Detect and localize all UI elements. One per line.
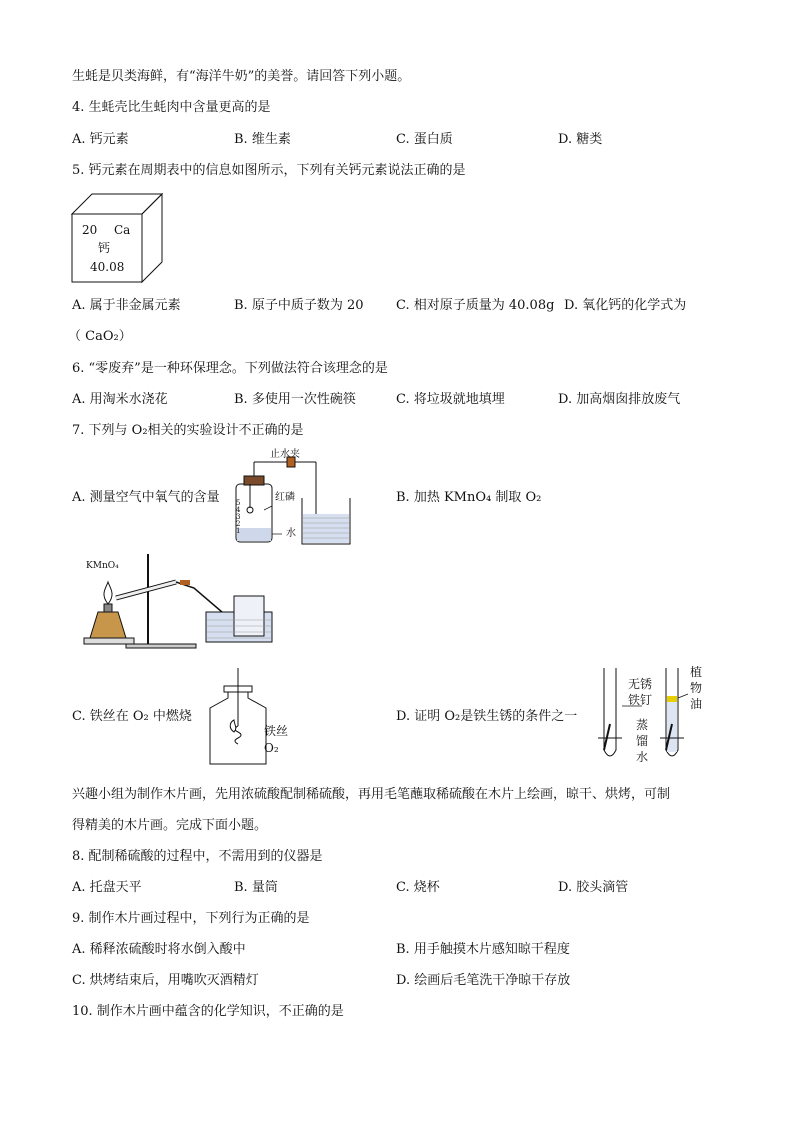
q4-option-b: B. 维生素 xyxy=(234,132,291,147)
element-atomic-number: 20 xyxy=(82,223,98,237)
question-10-stem: 10. 制作木片画中蕴含的化学知识，不正确的是 xyxy=(72,1004,344,1019)
q4-option-a: A. 钙元素 xyxy=(72,132,129,147)
q4-option-d: D. 糖类 xyxy=(558,132,603,147)
element-symbol: Ca xyxy=(114,223,131,237)
label-stop-clamp: 止水夹 xyxy=(270,449,300,460)
q8-option-b: B. 量筒 xyxy=(234,880,278,895)
q7-option-d: D. 证明 O₂是铁生锈的条件之一 xyxy=(396,709,578,724)
q7-option-c: C. 铁丝在 O₂ 中燃烧 xyxy=(72,709,192,724)
label-distilled-water: 蒸馏水 xyxy=(636,718,649,764)
question-9-stem: 9. 制作木片画过程中，下列行为正确的是 xyxy=(72,911,310,926)
question-6-stem: 6. “零废弃”是一种环保理念。下列做法符合该理念的是 xyxy=(72,361,388,376)
q8-option-a: A. 托盘天平 xyxy=(72,880,142,895)
passage-line-2: 得精美的木片画。完成下面小题。 xyxy=(72,818,268,833)
q6-option-b: B. 多使用一次性碗筷 xyxy=(234,392,356,407)
label-water-a: 水 xyxy=(286,528,296,539)
q9-option-b: B. 用手触摸木片感知晾干程度 xyxy=(396,942,570,957)
q6-option-d: D. 加高烟囱排放废气 xyxy=(558,392,681,407)
q9-option-c: C. 烘烤结束后，用嘴吹灭酒精灯 xyxy=(72,973,259,988)
q6-option-a: A. 用淘米水浇花 xyxy=(72,392,168,407)
q9-option-a: A. 稀释浓硫酸时将水倒入酸中 xyxy=(72,942,246,957)
q7-option-b: B. 加热 KMnO₄ 制取 O₂ xyxy=(396,490,542,505)
q8-option-c: C. 烧杯 xyxy=(396,880,440,895)
q5-option-d-continued: （ CaO₂） xyxy=(68,329,132,344)
question-5-stem: 5. 钙元素在周期表中的信息如图所示，下列有关钙元素说法正确的是 xyxy=(72,163,466,178)
q6-option-c: C. 将垃圾就地填埋 xyxy=(396,392,505,407)
q5-option-b: B. 原子中质子数为 20 xyxy=(234,298,364,313)
label-iron-wire: 铁丝 xyxy=(264,724,289,738)
q4-option-c: C. 蛋白质 xyxy=(396,132,453,147)
question-4-stem: 4. 生蚝壳比生蚝肉中含量更高的是 xyxy=(72,100,271,115)
oxygen-content-apparatus-figure xyxy=(232,448,382,548)
question-7-stem: 7. 下列与 O₂相关的实验设计不正确的是 xyxy=(72,423,304,438)
label-rust-free-nail: 无锈铁钉 xyxy=(628,677,653,707)
q8-option-d: D. 胶头滴管 xyxy=(558,880,629,895)
label-kmno4: KMnO₄ xyxy=(86,561,119,571)
flask-scale: 5 4 3 2 1 xyxy=(236,499,241,535)
element-mass: 40.08 xyxy=(90,260,125,274)
q9-option-d: D. 绘画后毛笔洗干净晾干存放 xyxy=(396,973,571,988)
label-oxygen: O₂ xyxy=(264,741,279,755)
label-vegetable-oil: 植物油 xyxy=(690,665,703,711)
q5-option-d: D. 氧化钙的化学式为 xyxy=(564,298,687,313)
q7-option-a: A. 测量空气中氧气的含量 xyxy=(72,490,220,505)
q5-option-a: A. 属于非金属元素 xyxy=(72,298,181,313)
passage-line-1: 兴趣小组为制作木片画，先用浓硫酸配制稀硫酸，再用毛笔蘸取稀硫酸在木片上绘画，晾干、烘烤，可制 xyxy=(72,787,671,802)
element-name: 钙 xyxy=(98,241,111,255)
intro-text: 生蚝是贝类海鲜，有“海洋牛奶”的美誉。请回答下列小题。 xyxy=(72,69,411,84)
question-8-stem: 8. 配制稀硫酸的过程中，不需用到的仪器是 xyxy=(72,849,323,864)
label-red-phosphorus: 红磷 xyxy=(275,492,295,503)
q5-option-c: C. 相对原子质量为 40.08g xyxy=(396,298,555,313)
